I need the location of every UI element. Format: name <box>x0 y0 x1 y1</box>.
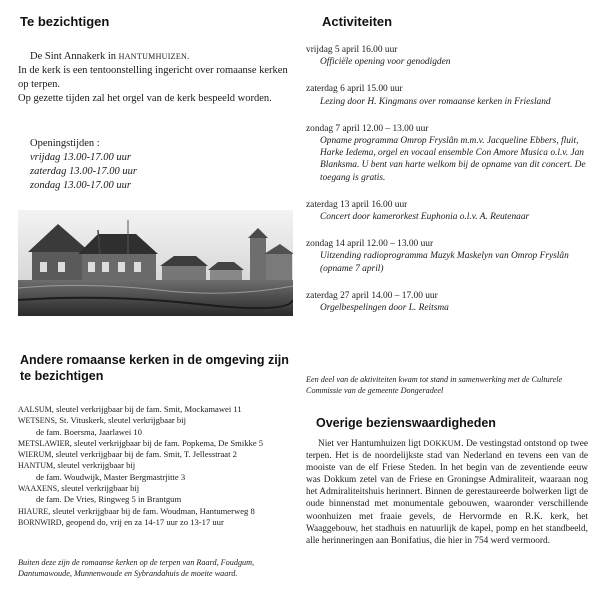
church-list-item <box>18 427 298 438</box>
church-detail: , sleutel verkrijgbaar bij <box>57 483 140 494</box>
church-place: WETSENS <box>18 416 55 426</box>
activity-description: Uitzending radioprogramma Muzyk Maskelyn van Omrop Fryslân (opname 7 april) <box>320 251 569 274</box>
church-list-item <box>18 483 298 494</box>
activity-item <box>306 290 588 314</box>
activity-description: Orgelbespelingen door L. Reitsma <box>320 303 449 314</box>
church-detail: de fam. De Vries, Ringweg 5 in Brantgum <box>36 494 182 505</box>
church-list-item <box>18 460 298 471</box>
church-place: METSLAWIER <box>18 438 70 448</box>
church-list-item <box>18 449 298 460</box>
church-detail: , St. Vituskerk, sleutel verkrijgbaar bij <box>54 415 186 426</box>
opening-hours-item: zaterdag 13.00-17.00 uur <box>30 166 137 177</box>
church-list-item <box>18 404 298 415</box>
section-heading-activiteiten: Activiteiten <box>322 14 393 29</box>
church-list-item <box>18 506 298 517</box>
church-list <box>18 404 298 528</box>
section-heading-andere-kerken: Andere romaanse kerken in de omgeving zijn te bezichtigen <box>20 353 289 383</box>
activity-date: vrijdag 5 april 16.00 uur <box>306 45 398 55</box>
church-detail: , sleutel verkrijgbaar bij de fam. Woudman, Hantumerweg 8 <box>48 505 255 516</box>
intro-para1: In de kerk is een tentoonstelling ingericht over romaanse kerken op terpen. <box>18 65 288 90</box>
church-detail: , sleutel verkrijgbaar bij <box>53 460 136 471</box>
church-place: HANTUM <box>18 461 54 471</box>
overige-text <box>306 438 588 547</box>
activity-date: zaterdag 13 april 16.00 uur <box>306 199 408 210</box>
overige-prefix: Niet ver Hantumhuizen ligt <box>318 439 424 449</box>
activity-description: Concert door kamerorkest Euphonia o.l.v. A. Reutenaar <box>320 212 530 223</box>
activity-date: zondag 7 april 12.00 – 13.00 uur <box>306 123 429 134</box>
activity-date: zaterdag 27 april 14.00 – 17.00 uur <box>306 290 438 301</box>
church-detail: de fam. Woudwijk, Master Bergmastrjitte 3 <box>36 471 186 482</box>
opening-hours-label: Openingstijden : <box>30 138 100 149</box>
section-heading-te-bezichtigen: Te bezichtigen <box>20 14 110 29</box>
activity-description: Officiële opening voor genodigden <box>320 57 451 68</box>
village-church-photo <box>18 210 293 316</box>
activity-date: zaterdag 6 april 15.00 uur <box>306 84 403 95</box>
church-detail: , sleutel verkrijgbaar bij de fam. Popkema, De Smikke 5 <box>69 437 264 448</box>
opening-hours <box>18 137 137 193</box>
opening-hours-item: vrijdag 13.00-17.00 uur <box>30 152 131 163</box>
church-list-item <box>18 415 298 426</box>
intro-line1: De Sint Annakerk in <box>30 51 119 62</box>
church-list-item <box>18 517 298 528</box>
activity-item <box>306 238 588 275</box>
activities-note: Een deel van de aktiviteiten kwam tot stand in samenwerking met de Culturele Commissie van de gemeente Dongeradeel <box>306 375 563 395</box>
activity-item <box>306 83 588 107</box>
activity-description: Lezing door H. Kingmans over romaanse kerken in Friesland <box>320 96 551 107</box>
activity-date: zondag 14 april 12.00 – 13.00 uur <box>306 239 434 250</box>
overige-body: . De vestingstad ontstond op twee terpen. Het is de noordelijkste stad van Nederland en tevens een van de mooiste van de elf Friese Steden. In het begin van de zeventiende eeuw was Dokkum zetel van de Friese en Groningse Admiraliteit, waaraan nog het Admiraliteitshuis herinnert. Binnen de gerestaureerde bolwerken ligt de oude binnenstad met monumentale gebouwen, waaronder verschillende woonhuizen met fraaie gevels, de Hervormde en R.K. kerk, het Waaggebouw, het stadhuis en natuurlijk de kapel, pomp en het standbeeld, alle herinneringen aan Bonifatius, die hier in 754 werd vermoord. <box>306 439 588 546</box>
place-dokkum: DOKKUM <box>423 439 462 448</box>
church-place: WIERUM <box>18 450 52 460</box>
footnote-left: Buiten deze zijn de romaanse kerken op de terpen van Raard, Foudgum, Dantumawoude, Munnenwoude en Sybrandahuis de moeite waard. <box>18 558 255 578</box>
church-detail: , sleutel verkrijgbaar bij de fam. Smit, T. Jellesstraat 2 <box>51 449 237 460</box>
intro-para2: Op gezette tijden zal het orgel van de kerk bespeeld worden. <box>18 93 272 104</box>
church-place: WAAXENS <box>18 484 58 494</box>
opening-hours-item: zondag 13.00-17.00 uur <box>30 180 131 191</box>
church-list-item <box>18 472 298 483</box>
activities-list <box>306 44 588 329</box>
activity-description: Opname programma Omrop Fryslân m.m.v. Jacqueline Ebbers, fluit, Harke Iedema, orgel en vocaal ensemble Con Amore Musica o.l.v. Jan Blanksma. U bent van harte welkom bij de opname van dit concert. De toegang is gratis. <box>320 136 586 183</box>
place-hantumhuizen: HANTUMHUIZEN. <box>118 52 190 61</box>
church-place: BORNWIRD <box>18 517 62 527</box>
activity-item <box>306 123 588 184</box>
church-list-item <box>18 494 298 505</box>
intro-text <box>18 50 294 106</box>
church-place: AALSUM <box>18 405 52 414</box>
church-detail: de fam. Boersma, Jaarlawei 10 <box>36 426 142 437</box>
activity-item <box>306 199 588 223</box>
church-list-item <box>18 438 298 449</box>
section-heading-overige: Overige bezienswaardigheden <box>316 416 496 430</box>
church-detail: , sleutel verkrijgbaar bij de fam. Smit, Mockamawei 11 <box>51 404 242 414</box>
church-place: HIAURE <box>18 506 49 516</box>
activity-item <box>306 44 588 68</box>
church-detail: , geopend do, vrij en za 14-17 uur zo 13-17 uur <box>61 516 224 527</box>
